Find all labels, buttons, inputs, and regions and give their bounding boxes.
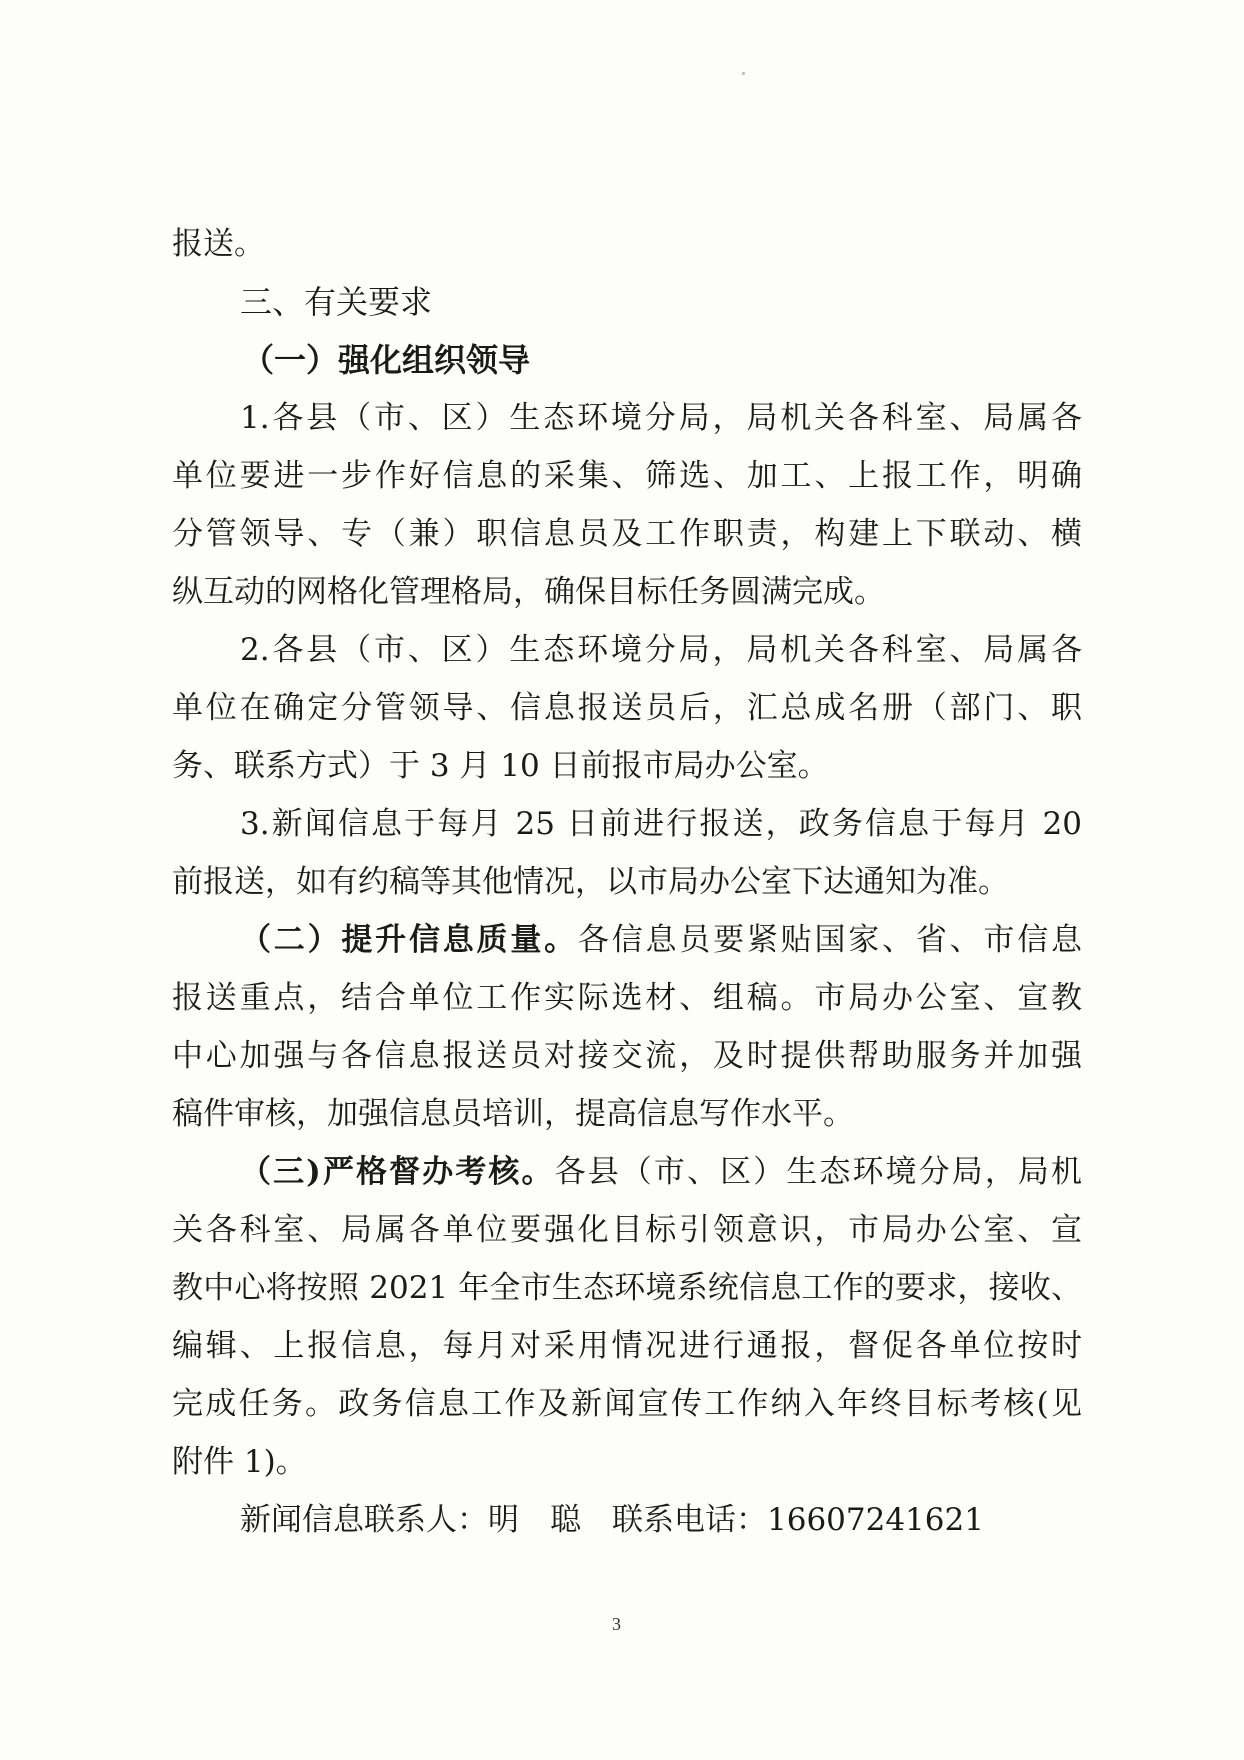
item3-line-1: 3.新闻信息于每月 25 日前进行报送，政务信息于每月 20 [240,806,1082,842]
subsection-3-line-4: 编辑、上报信息，每月对采用情况进行通报，督促各单位按时 [172,1328,1082,1364]
item1-line-1: 1.各县（市、区）生态环境分局，局机关各科室、局属各 [240,400,1082,436]
item2-line-1: 2.各县（市、区）生态环境分局，局机关各科室、局属各 [240,632,1082,668]
subsection-heading-2: （二）提升信息质量。 [240,922,578,958]
subsection-2-line-2: 报送重点，结合单位工作实际选材、组稿。市局办公室、宣教 [172,980,1082,1016]
item2-line-3: 务、联系方式）于 3 月 10 日前报市局办公室。 [172,748,829,784]
subsection-heading-1: （一）强化组织领导 [242,341,531,379]
subsection-3-first-line [240,1152,1082,1192]
item1-line-4: 纵互动的网格化管理格局，确保目标任务圆满完成。 [172,574,885,610]
item1-line-3: 分管领导、专（兼）职信息员及工作职责，构建上下联动、横 [172,516,1082,552]
subsection-heading-3: （三)严格督办考核。 [240,1154,555,1190]
subsection-3-line-5: 完成任务。政务信息工作及新闻宣传工作纳入年终目标考核(见 [172,1386,1082,1422]
subsection-3-line-2: 关各科室、局属各单位要强化目标引领意识，市局办公室、宣 [172,1212,1082,1248]
scan-speck [742,72,745,75]
subsection-2-first-line [240,920,1082,960]
item2-line-2: 单位在确定分管领导、信息报送员后，汇总成名册（部门、职 [172,690,1082,726]
subsection-2-line-4: 稿件审核，加强信息员培训，提高信息写作水平。 [172,1096,854,1132]
continuation-line: 报送。 [172,226,265,262]
subsection-2-text: 各信息员要紧贴国家、省、市信息 [577,922,1083,958]
item3-line-2: 前报送，如有约稿等其他情况，以市局办公室下达通知为准。 [172,864,1009,900]
contact-line: 新闻信息联系人：明 聪 联系电话：16607241621 [240,1502,984,1538]
subsection-3-line-3: 教中心将按照 2021 年全市生态环境系统信息工作的要求，接收、 [172,1270,1082,1306]
subsection-3-line-6: 附件 1)。 [172,1444,307,1480]
subsection-2-line-3: 中心加强与各信息报送员对接交流，及时提供帮助服务并加强 [172,1038,1082,1074]
page-number: 3 [612,1614,621,1634]
item1-line-2: 单位要进一步作好信息的采集、筛选、加工、上报工作，明确 [172,458,1082,494]
section-heading: 三、有关要求 [240,283,433,321]
subsection-3-text: 各县（市、区）生态环境分局，局机 [554,1154,1083,1190]
